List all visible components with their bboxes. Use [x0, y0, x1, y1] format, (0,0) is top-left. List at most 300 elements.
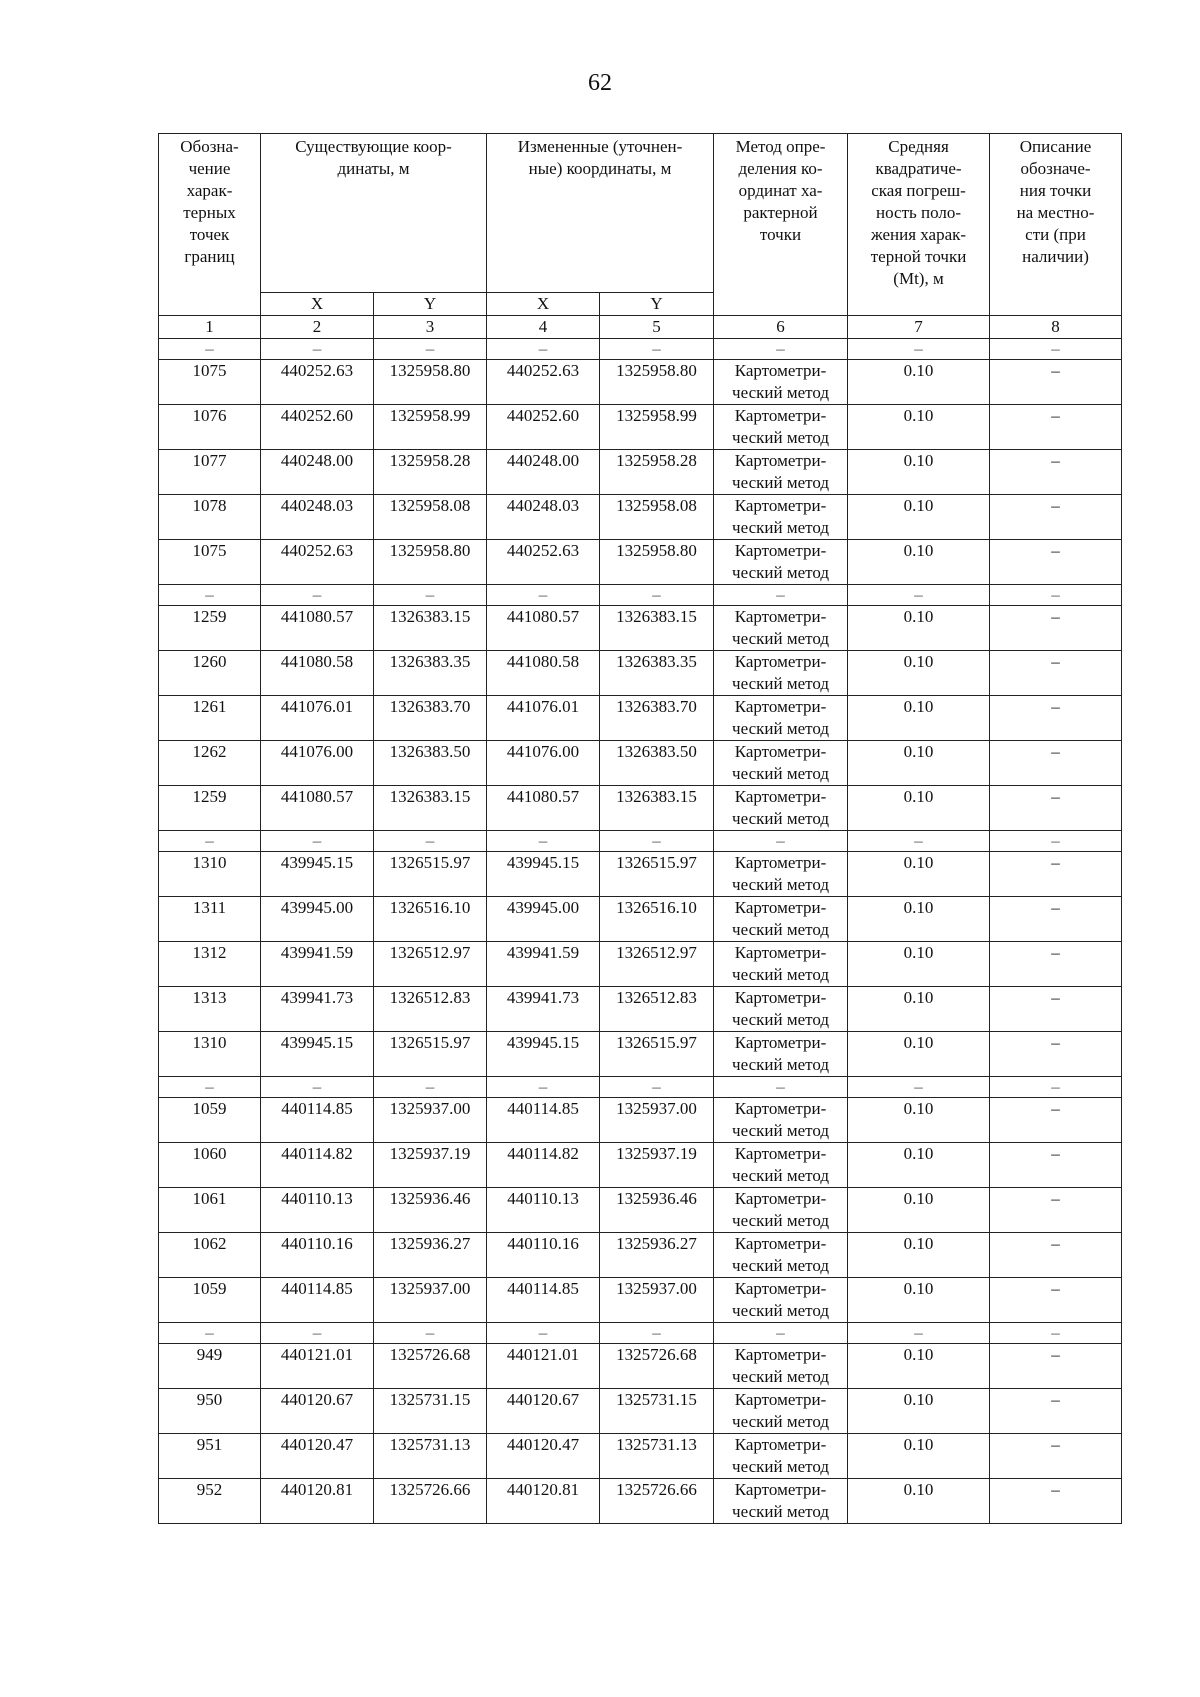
mean-error: 0.10: [848, 1479, 990, 1524]
table-row: [159, 897, 1122, 942]
changed-x: 440120.67: [487, 1389, 600, 1434]
mean-error: 0.10: [848, 1233, 990, 1278]
existing-x: 439941.59: [261, 942, 374, 987]
existing-x: 440114.82: [261, 1143, 374, 1188]
mean-error: 0.10: [848, 1098, 990, 1143]
separator-dash: –: [714, 1323, 848, 1344]
existing-y: 1325958.80: [374, 540, 487, 585]
column-number: 3: [374, 316, 487, 339]
column-number-row: [159, 316, 1122, 339]
header-existing-y: Y: [374, 293, 487, 316]
existing-x: 441076.00: [261, 741, 374, 786]
separator-dash: –: [990, 585, 1122, 606]
separator-dash: –: [487, 831, 600, 852]
separator-dash: –: [374, 1323, 487, 1344]
separator-dash: –: [261, 339, 374, 360]
method-text-line2: ческий метод: [732, 764, 829, 783]
method-text-line1: Картометри-: [734, 787, 827, 806]
changed-y: 1325731.15: [600, 1389, 714, 1434]
table-row: [159, 606, 1122, 651]
description: –: [990, 450, 1122, 495]
existing-y: 1325936.27: [374, 1233, 487, 1278]
changed-y: 1326383.35: [600, 651, 714, 696]
description: –: [990, 1098, 1122, 1143]
table-row: [159, 540, 1122, 585]
changed-y: 1325958.80: [600, 540, 714, 585]
changed-y: 1325937.00: [600, 1278, 714, 1323]
changed-y: 1325958.08: [600, 495, 714, 540]
separator-row: [159, 1323, 1122, 1344]
existing-x: 440114.85: [261, 1098, 374, 1143]
mean-error: 0.10: [848, 1434, 990, 1479]
existing-x: 440120.47: [261, 1434, 374, 1479]
point-number: 949: [159, 1344, 261, 1389]
header-method: Метод опре- деления ко- ординат ха- рактерной точки: [714, 134, 848, 316]
method-text-line1: Картометри-: [734, 607, 827, 626]
existing-x: 440121.01: [261, 1344, 374, 1389]
mean-error: 0.10: [848, 897, 990, 942]
header-changed-x: X: [487, 293, 600, 316]
method-text-line2: ческий метод: [732, 518, 829, 537]
point-number: 1062: [159, 1233, 261, 1278]
header-description: Описание обозначе- ния точки на местно- сти (при наличии): [990, 134, 1122, 316]
mean-error: 0.10: [848, 696, 990, 741]
changed-y: 1325936.27: [600, 1233, 714, 1278]
existing-y: 1325958.99: [374, 405, 487, 450]
table-row: [159, 1032, 1122, 1077]
mean-error: 0.10: [848, 360, 990, 405]
table-row: [159, 1278, 1122, 1323]
point-number: 1077: [159, 450, 261, 495]
changed-y: 1325937.00: [600, 1098, 714, 1143]
description: –: [990, 1233, 1122, 1278]
table-row: [159, 942, 1122, 987]
table-row: [159, 1389, 1122, 1434]
method-cell: [714, 786, 848, 831]
point-number: 1059: [159, 1098, 261, 1143]
method-text-line1: Картометри-: [734, 1279, 827, 1298]
separator-dash: –: [374, 339, 487, 360]
existing-x: 440110.16: [261, 1233, 374, 1278]
point-number: 1310: [159, 1032, 261, 1077]
existing-y: 1326383.35: [374, 651, 487, 696]
method-text-line1: Картометри-: [734, 1144, 827, 1163]
separator-dash: –: [159, 1077, 261, 1098]
method-text-line1: Картометри-: [734, 496, 827, 515]
changed-x: 440110.13: [487, 1188, 600, 1233]
mean-error: 0.10: [848, 1143, 990, 1188]
changed-y: 1326516.10: [600, 897, 714, 942]
changed-x: 441076.00: [487, 741, 600, 786]
separator-dash: –: [600, 339, 714, 360]
mean-error: 0.10: [848, 786, 990, 831]
column-number: 7: [848, 316, 990, 339]
method-text-line2: ческий метод: [732, 1367, 829, 1386]
changed-y: 1325726.66: [600, 1479, 714, 1524]
existing-y: 1325726.68: [374, 1344, 487, 1389]
method-cell: [714, 1479, 848, 1524]
existing-y: 1326516.10: [374, 897, 487, 942]
column-number: 1: [159, 316, 261, 339]
method-cell: [714, 741, 848, 786]
header-existing-coords: Существующие коор- динаты, м: [261, 134, 487, 293]
column-number: 2: [261, 316, 374, 339]
point-number: 1259: [159, 606, 261, 651]
separator-dash: –: [714, 1077, 848, 1098]
changed-y: 1326512.83: [600, 987, 714, 1032]
table-row: [159, 696, 1122, 741]
separator-row: [159, 339, 1122, 360]
description: –: [990, 1389, 1122, 1434]
existing-x: 441080.57: [261, 606, 374, 651]
changed-x: 440114.85: [487, 1098, 600, 1143]
separator-dash: –: [990, 339, 1122, 360]
changed-x: 441080.57: [487, 606, 600, 651]
mean-error: 0.10: [848, 741, 990, 786]
separator-dash: –: [159, 339, 261, 360]
method-cell: [714, 987, 848, 1032]
existing-y: 1325936.46: [374, 1188, 487, 1233]
changed-x: 440120.81: [487, 1479, 600, 1524]
column-number: 4: [487, 316, 600, 339]
existing-y: 1326383.15: [374, 606, 487, 651]
changed-x: 439945.00: [487, 897, 600, 942]
table-row: [159, 1188, 1122, 1233]
description: –: [990, 1344, 1122, 1389]
method-text-line2: ческий метод: [732, 1412, 829, 1431]
point-number: 1059: [159, 1278, 261, 1323]
description: –: [990, 1434, 1122, 1479]
separator-dash: –: [848, 831, 990, 852]
separator-dash: –: [159, 1323, 261, 1344]
separator-dash: –: [600, 1323, 714, 1344]
separator-dash: –: [487, 1077, 600, 1098]
method-cell: [714, 450, 848, 495]
method-text-line1: Картометри-: [734, 1234, 827, 1253]
mean-error: 0.10: [848, 450, 990, 495]
method-text-line1: Картометри-: [734, 742, 827, 761]
separator-dash: –: [848, 1323, 990, 1344]
separator-dash: –: [714, 831, 848, 852]
page-number: 62: [588, 70, 612, 96]
mean-error: 0.10: [848, 405, 990, 450]
description: –: [990, 942, 1122, 987]
method-text-line2: ческий метод: [732, 875, 829, 894]
method-cell: [714, 696, 848, 741]
table-row: [159, 360, 1122, 405]
table-row: [159, 786, 1122, 831]
point-number: 1075: [159, 540, 261, 585]
changed-y: 1325958.99: [600, 405, 714, 450]
mean-error: 0.10: [848, 1389, 990, 1434]
changed-x: 441076.01: [487, 696, 600, 741]
changed-x: 440120.47: [487, 1434, 600, 1479]
table-row: [159, 741, 1122, 786]
method-cell: [714, 405, 848, 450]
changed-y: 1326383.15: [600, 786, 714, 831]
table-body: [159, 339, 1122, 1524]
changed-y: 1325726.68: [600, 1344, 714, 1389]
changed-y: 1325936.46: [600, 1188, 714, 1233]
mean-error: 0.10: [848, 606, 990, 651]
existing-y: 1326383.50: [374, 741, 487, 786]
changed-y: 1325937.19: [600, 1143, 714, 1188]
existing-x: 439945.15: [261, 1032, 374, 1077]
separator-dash: –: [487, 1323, 600, 1344]
changed-y: 1325731.13: [600, 1434, 714, 1479]
existing-y: 1326515.97: [374, 852, 487, 897]
existing-x: 440252.63: [261, 360, 374, 405]
existing-y: 1325958.80: [374, 360, 487, 405]
changed-y: 1326383.15: [600, 606, 714, 651]
separator-dash: –: [159, 585, 261, 606]
changed-x: 439945.15: [487, 1032, 600, 1077]
existing-x: 440120.81: [261, 1479, 374, 1524]
changed-x: 440114.85: [487, 1278, 600, 1323]
separator-dash: –: [714, 339, 848, 360]
method-text-line2: ческий метод: [732, 965, 829, 984]
header-changed-y: Y: [600, 293, 714, 316]
method-cell: [714, 360, 848, 405]
method-text-line1: Картометри-: [734, 1189, 827, 1208]
changed-x: 440252.63: [487, 360, 600, 405]
existing-y: 1325731.13: [374, 1434, 487, 1479]
existing-y: 1325958.28: [374, 450, 487, 495]
header-existing-x: X: [261, 293, 374, 316]
method-text-line2: ческий метод: [732, 563, 829, 582]
existing-x: 439945.15: [261, 852, 374, 897]
table-row: [159, 1143, 1122, 1188]
method-text-line2: ческий метод: [732, 1166, 829, 1185]
method-text-line1: Картометри-: [734, 1390, 827, 1409]
table-row: [159, 651, 1122, 696]
separator-dash: –: [374, 1077, 487, 1098]
method-text-line2: ческий метод: [732, 1301, 829, 1320]
point-number: 1078: [159, 495, 261, 540]
method-text-line1: Картометри-: [734, 1033, 827, 1052]
header-mean-error: Средняя квадратиче- ская погреш- ность поло- жения харак- терной точки (Mt), м: [848, 134, 990, 316]
method-cell: [714, 1188, 848, 1233]
description: –: [990, 1188, 1122, 1233]
changed-y: 1325958.28: [600, 450, 714, 495]
existing-y: 1325937.00: [374, 1278, 487, 1323]
existing-x: 439945.00: [261, 897, 374, 942]
separator-dash: –: [848, 585, 990, 606]
changed-y: 1326383.50: [600, 741, 714, 786]
method-text-line1: Картометри-: [734, 1480, 827, 1499]
method-text-line1: Картометри-: [734, 853, 827, 872]
method-cell: [714, 495, 848, 540]
table-row: [159, 1233, 1122, 1278]
header-changed-coords: Измененные (уточнен- ные) координаты, м: [487, 134, 714, 293]
mean-error: 0.10: [848, 852, 990, 897]
existing-y: 1326383.70: [374, 696, 487, 741]
changed-x: 440252.60: [487, 405, 600, 450]
method-text-line1: Картометри-: [734, 451, 827, 470]
table-row: [159, 987, 1122, 1032]
method-text-line1: Картометри-: [734, 1345, 827, 1364]
method-text-line2: ческий метод: [732, 1457, 829, 1476]
method-cell: [714, 942, 848, 987]
method-cell: [714, 1098, 848, 1143]
existing-x: 441076.01: [261, 696, 374, 741]
method-text-line1: Картометри-: [734, 1435, 827, 1454]
mean-error: 0.10: [848, 1344, 990, 1389]
separator-dash: –: [261, 831, 374, 852]
table-row: [159, 852, 1122, 897]
mean-error: 0.10: [848, 1032, 990, 1077]
description: –: [990, 606, 1122, 651]
point-number: 1075: [159, 360, 261, 405]
point-number: 1312: [159, 942, 261, 987]
existing-x: 440252.63: [261, 540, 374, 585]
method-cell: [714, 651, 848, 696]
description: –: [990, 741, 1122, 786]
existing-y: 1326383.15: [374, 786, 487, 831]
separator-dash: –: [487, 585, 600, 606]
description: –: [990, 1032, 1122, 1077]
changed-x: 439945.15: [487, 852, 600, 897]
existing-x: 440248.00: [261, 450, 374, 495]
separator-dash: –: [600, 831, 714, 852]
separator-dash: –: [990, 1323, 1122, 1344]
existing-x: 440252.60: [261, 405, 374, 450]
mean-error: 0.10: [848, 987, 990, 1032]
column-number: 6: [714, 316, 848, 339]
method-cell: [714, 540, 848, 585]
existing-y: 1326515.97: [374, 1032, 487, 1077]
mean-error: 0.10: [848, 1278, 990, 1323]
column-number: 5: [600, 316, 714, 339]
changed-x: 440248.00: [487, 450, 600, 495]
existing-x: 441080.58: [261, 651, 374, 696]
method-text-line2: ческий метод: [732, 1502, 829, 1521]
changed-y: 1326515.97: [600, 852, 714, 897]
description: –: [990, 495, 1122, 540]
point-number: 1261: [159, 696, 261, 741]
table-row: [159, 1434, 1122, 1479]
separator-dash: –: [374, 831, 487, 852]
method-text-line1: Картометри-: [734, 697, 827, 716]
method-text-line1: Картометри-: [734, 988, 827, 1007]
existing-x: 440114.85: [261, 1278, 374, 1323]
method-text-line1: Картометри-: [734, 943, 827, 962]
changed-x: 440114.82: [487, 1143, 600, 1188]
method-text-line2: ческий метод: [732, 809, 829, 828]
changed-x: 440110.16: [487, 1233, 600, 1278]
separator-dash: –: [374, 585, 487, 606]
table-row: [159, 450, 1122, 495]
changed-y: 1326383.70: [600, 696, 714, 741]
method-text-line2: ческий метод: [732, 719, 829, 738]
existing-y: 1325726.66: [374, 1479, 487, 1524]
method-text-line1: Картометри-: [734, 652, 827, 671]
separator-row: [159, 585, 1122, 606]
existing-y: 1326512.97: [374, 942, 487, 987]
separator-dash: –: [600, 1077, 714, 1098]
method-cell: [714, 606, 848, 651]
separator-dash: –: [159, 831, 261, 852]
point-number: 1060: [159, 1143, 261, 1188]
changed-y: 1325958.80: [600, 360, 714, 405]
method-cell: [714, 897, 848, 942]
existing-x: 440248.03: [261, 495, 374, 540]
separator-row: [159, 1077, 1122, 1098]
method-cell: [714, 1389, 848, 1434]
description: –: [990, 897, 1122, 942]
method-text-line1: Картометри-: [734, 541, 827, 560]
column-number: 8: [990, 316, 1122, 339]
description: –: [990, 360, 1122, 405]
mean-error: 0.10: [848, 540, 990, 585]
description: –: [990, 1479, 1122, 1524]
description: –: [990, 852, 1122, 897]
description: –: [990, 1278, 1122, 1323]
method-text-line1: Картометри-: [734, 406, 827, 425]
method-text-line2: ческий метод: [732, 1256, 829, 1275]
point-number: 1311: [159, 897, 261, 942]
mean-error: 0.10: [848, 942, 990, 987]
table-row: [159, 1344, 1122, 1389]
point-number: 1259: [159, 786, 261, 831]
method-text-line1: Картометри-: [734, 1099, 827, 1118]
changed-x: 439941.59: [487, 942, 600, 987]
table-row: [159, 495, 1122, 540]
existing-x: 440110.13: [261, 1188, 374, 1233]
point-number: 1076: [159, 405, 261, 450]
separator-dash: –: [990, 1077, 1122, 1098]
separator-row: [159, 831, 1122, 852]
description: –: [990, 696, 1122, 741]
method-cell: [714, 852, 848, 897]
point-number: 952: [159, 1479, 261, 1524]
existing-y: 1325937.19: [374, 1143, 487, 1188]
method-text-line2: ческий метод: [732, 473, 829, 492]
separator-dash: –: [487, 339, 600, 360]
existing-x: 439941.73: [261, 987, 374, 1032]
changed-x: 440121.01: [487, 1344, 600, 1389]
existing-x: 441080.57: [261, 786, 374, 831]
method-cell: [714, 1278, 848, 1323]
header-point-designation: Обозна- чение харак- терных точек границ: [159, 134, 261, 316]
separator-dash: –: [714, 585, 848, 606]
separator-dash: –: [261, 585, 374, 606]
changed-y: 1326515.97: [600, 1032, 714, 1077]
point-number: 1262: [159, 741, 261, 786]
existing-y: 1325958.08: [374, 495, 487, 540]
method-text-line2: ческий метод: [732, 629, 829, 648]
description: –: [990, 405, 1122, 450]
table-row: [159, 405, 1122, 450]
table-row: [159, 1479, 1122, 1524]
changed-y: 1326512.97: [600, 942, 714, 987]
method-cell: [714, 1233, 848, 1278]
method-cell: [714, 1143, 848, 1188]
point-number: 951: [159, 1434, 261, 1479]
point-number: 950: [159, 1389, 261, 1434]
description: –: [990, 540, 1122, 585]
separator-dash: –: [848, 339, 990, 360]
changed-x: 440248.03: [487, 495, 600, 540]
point-number: 1061: [159, 1188, 261, 1233]
method-text-line2: ческий метод: [732, 383, 829, 402]
table-row: [159, 1098, 1122, 1143]
separator-dash: –: [600, 585, 714, 606]
separator-dash: –: [261, 1077, 374, 1098]
separator-dash: –: [990, 831, 1122, 852]
changed-x: 441080.58: [487, 651, 600, 696]
existing-x: 440120.67: [261, 1389, 374, 1434]
